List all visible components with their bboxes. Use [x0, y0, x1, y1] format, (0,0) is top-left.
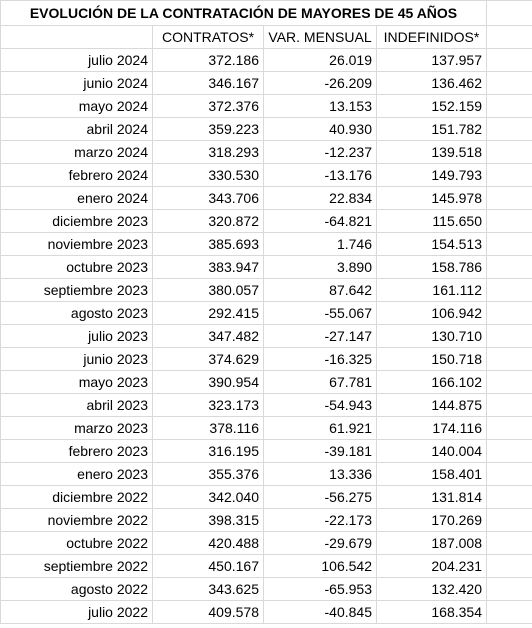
- cell-var-mensual[interactable]: -64.821: [264, 210, 377, 233]
- cell-indefinidos[interactable]: 158.401: [377, 463, 487, 486]
- cell-period[interactable]: marzo 2023: [1, 417, 153, 440]
- empty-cell[interactable]: [487, 486, 532, 509]
- cell-var-mensual[interactable]: -54.943: [264, 394, 377, 417]
- cell-var-mensual[interactable]: -13.176: [264, 164, 377, 187]
- empty-cell[interactable]: [487, 95, 532, 118]
- table-row: [1, 532, 532, 555]
- table-row: [1, 118, 532, 141]
- cell-var-mensual[interactable]: -29.679: [264, 532, 377, 555]
- empty-cell[interactable]: [487, 440, 532, 463]
- cell-period[interactable]: mayo 2023: [1, 371, 153, 394]
- empty-cell[interactable]: [487, 417, 532, 440]
- cell-contratos[interactable]: 374.629: [153, 348, 264, 371]
- table-row: [1, 49, 532, 72]
- cell-indefinidos[interactable]: 139.518: [377, 141, 487, 164]
- cell-period[interactable]: agosto 2023: [1, 302, 153, 325]
- cell-period[interactable]: abril 2024: [1, 118, 153, 141]
- cell-period[interactable]: mayo 2024: [1, 95, 153, 118]
- cell-contratos[interactable]: 320.872: [153, 210, 264, 233]
- cell-indefinidos[interactable]: 136.462: [377, 72, 487, 95]
- empty-cell[interactable]: [487, 49, 532, 72]
- cell-contratos[interactable]: 450.167: [153, 555, 264, 578]
- cell-var-mensual[interactable]: 61.921: [264, 417, 377, 440]
- table-row: [1, 233, 532, 256]
- empty-cell[interactable]: [487, 348, 532, 371]
- cell-contratos[interactable]: 385.693: [153, 233, 264, 256]
- empty-cell[interactable]: [487, 509, 532, 532]
- cell-contratos[interactable]: 347.482: [153, 325, 264, 348]
- cell-var-mensual[interactable]: 1.746: [264, 233, 377, 256]
- cell-period[interactable]: septiembre 2023: [1, 279, 153, 302]
- table-row: [1, 601, 532, 624]
- cell-indefinidos[interactable]: 150.718: [377, 348, 487, 371]
- cell-period[interactable]: septiembre 2022: [1, 555, 153, 578]
- cell-contratos[interactable]: 372.186: [153, 49, 264, 72]
- empty-cell[interactable]: [487, 394, 532, 417]
- empty-cell[interactable]: [487, 601, 532, 624]
- empty-cell[interactable]: [487, 279, 532, 302]
- empty-cell[interactable]: [487, 233, 532, 256]
- empty-cell[interactable]: [487, 371, 532, 394]
- cell-contratos[interactable]: 343.625: [153, 578, 264, 601]
- cell-var-mensual[interactable]: -65.953: [264, 578, 377, 601]
- header-cell-empty[interactable]: [1, 26, 153, 49]
- cell-period[interactable]: agosto 2022: [1, 578, 153, 601]
- title-row: [1, 1, 532, 26]
- cell-contratos[interactable]: 380.057: [153, 279, 264, 302]
- cell-period[interactable]: julio 2022: [1, 601, 153, 624]
- table-row: [1, 164, 532, 187]
- cell-var-mensual[interactable]: 3.890: [264, 256, 377, 279]
- cell-period[interactable]: febrero 2024: [1, 164, 153, 187]
- cell-indefinidos[interactable]: 132.420: [377, 578, 487, 601]
- table-row: [1, 302, 532, 325]
- cell-contratos[interactable]: 355.376: [153, 463, 264, 486]
- cell-contratos[interactable]: 409.578: [153, 601, 264, 624]
- table-row: [1, 578, 532, 601]
- table-row: [1, 417, 532, 440]
- table-row: [1, 348, 532, 371]
- cell-var-mensual[interactable]: -56.275: [264, 486, 377, 509]
- cell-indefinidos[interactable]: 174.116: [377, 417, 487, 440]
- table-row: [1, 371, 532, 394]
- header-contratos[interactable]: CONTRATOS*: [153, 26, 264, 49]
- cell-period[interactable]: junio 2024: [1, 72, 153, 95]
- empty-cell[interactable]: [487, 210, 532, 233]
- header-row: [1, 26, 532, 49]
- cell-period[interactable]: febrero 2023: [1, 440, 153, 463]
- empty-cell[interactable]: [487, 256, 532, 279]
- cell-indefinidos[interactable]: 168.354: [377, 601, 487, 624]
- cell-var-mensual[interactable]: 106.542: [264, 555, 377, 578]
- cell-contratos[interactable]: 316.195: [153, 440, 264, 463]
- cell-contratos[interactable]: 359.223: [153, 118, 264, 141]
- cell-period[interactable]: julio 2024: [1, 49, 153, 72]
- table-row: [1, 325, 532, 348]
- empty-cell[interactable]: [487, 532, 532, 555]
- cell-period[interactable]: diciembre 2022: [1, 486, 153, 509]
- empty-cell[interactable]: [487, 463, 532, 486]
- cell-indefinidos[interactable]: 145.978: [377, 187, 487, 210]
- cell-indefinidos[interactable]: 131.814: [377, 486, 487, 509]
- table-row: [1, 141, 532, 164]
- cell-var-mensual[interactable]: 26.019: [264, 49, 377, 72]
- empty-cell[interactable]: [487, 578, 532, 601]
- cell-period[interactable]: julio 2023: [1, 325, 153, 348]
- cell-contratos[interactable]: 378.116: [153, 417, 264, 440]
- cell-contratos[interactable]: 318.293: [153, 141, 264, 164]
- cell-contratos[interactable]: 342.040: [153, 486, 264, 509]
- cell-indefinidos[interactable]: 130.710: [377, 325, 487, 348]
- cell-indefinidos[interactable]: 152.159: [377, 95, 487, 118]
- empty-cell[interactable]: [487, 187, 532, 210]
- table-row: [1, 509, 532, 532]
- table-row: [1, 187, 532, 210]
- table-row: [1, 95, 532, 118]
- cell-var-mensual[interactable]: -22.173: [264, 509, 377, 532]
- cell-contratos[interactable]: 420.488: [153, 532, 264, 555]
- sheet-title[interactable]: EVOLUCIÓN DE LA CONTRATACIÓN DE MAYORES DE 45 AÑOS: [1, 1, 487, 26]
- cell-indefinidos[interactable]: 170.269: [377, 509, 487, 532]
- cell-var-mensual[interactable]: 22.834: [264, 187, 377, 210]
- cell-indefinidos[interactable]: 140.004: [377, 440, 487, 463]
- cell-period[interactable]: marzo 2024: [1, 141, 153, 164]
- cell-contratos[interactable]: 346.167: [153, 72, 264, 95]
- table-row: [1, 486, 532, 509]
- cell-indefinidos[interactable]: 204.231: [377, 555, 487, 578]
- cell-contratos[interactable]: 343.706: [153, 187, 264, 210]
- empty-cell[interactable]: [487, 1, 532, 26]
- table-row: [1, 555, 532, 578]
- cell-indefinidos[interactable]: 187.008: [377, 532, 487, 555]
- cell-period[interactable]: enero 2023: [1, 463, 153, 486]
- table-row: [1, 279, 532, 302]
- empty-cell[interactable]: [487, 72, 532, 95]
- cell-indefinidos[interactable]: 161.112: [377, 279, 487, 302]
- header-var-mensual[interactable]: VAR. MENSUAL: [264, 26, 377, 49]
- cell-contratos[interactable]: 398.315: [153, 509, 264, 532]
- cell-indefinidos[interactable]: 144.875: [377, 394, 487, 417]
- cell-var-mensual[interactable]: 67.781: [264, 371, 377, 394]
- cell-var-mensual[interactable]: 40.930: [264, 118, 377, 141]
- cell-contratos[interactable]: 323.173: [153, 394, 264, 417]
- cell-period[interactable]: abril 2023: [1, 394, 153, 417]
- cell-period[interactable]: enero 2024: [1, 187, 153, 210]
- cell-contratos[interactable]: 292.415: [153, 302, 264, 325]
- cell-var-mensual[interactable]: -26.209: [264, 72, 377, 95]
- cell-indefinidos[interactable]: 151.782: [377, 118, 487, 141]
- cell-var-mensual[interactable]: 13.336: [264, 463, 377, 486]
- empty-cell[interactable]: [487, 141, 532, 164]
- empty-cell[interactable]: [487, 302, 532, 325]
- cell-period[interactable]: diciembre 2023: [1, 210, 153, 233]
- cell-indefinidos[interactable]: 166.102: [377, 371, 487, 394]
- empty-cell[interactable]: [487, 26, 532, 49]
- table-row: [1, 210, 532, 233]
- cell-contratos[interactable]: 390.954: [153, 371, 264, 394]
- cell-indefinidos[interactable]: 106.942: [377, 302, 487, 325]
- cell-period[interactable]: octubre 2022: [1, 532, 153, 555]
- cell-indefinidos[interactable]: 115.650: [377, 210, 487, 233]
- table-row: [1, 394, 532, 417]
- table-row: [1, 463, 532, 486]
- cell-var-mensual[interactable]: 87.642: [264, 279, 377, 302]
- table-row: [1, 256, 532, 279]
- cell-contratos[interactable]: 330.530: [153, 164, 264, 187]
- cell-indefinidos[interactable]: 137.957: [377, 49, 487, 72]
- cell-indefinidos[interactable]: 149.793: [377, 164, 487, 187]
- cell-var-mensual[interactable]: -40.845: [264, 601, 377, 624]
- empty-cell[interactable]: [487, 118, 532, 141]
- cell-contratos[interactable]: 372.376: [153, 95, 264, 118]
- empty-cell[interactable]: [487, 164, 532, 187]
- cell-indefinidos[interactable]: 154.513: [377, 233, 487, 256]
- table-row: [1, 440, 532, 463]
- cell-indefinidos[interactable]: 158.786: [377, 256, 487, 279]
- cell-var-mensual[interactable]: -12.237: [264, 141, 377, 164]
- cell-var-mensual[interactable]: -16.325: [264, 348, 377, 371]
- empty-cell[interactable]: [487, 325, 532, 348]
- table-row: [1, 72, 532, 95]
- header-indefinidos[interactable]: INDEFINIDOS*: [377, 26, 487, 49]
- empty-cell[interactable]: [487, 555, 532, 578]
- cell-var-mensual[interactable]: -27.147: [264, 325, 377, 348]
- cell-period[interactable]: noviembre 2023: [1, 233, 153, 256]
- cell-var-mensual[interactable]: 13.153: [264, 95, 377, 118]
- cell-period[interactable]: octubre 2023: [1, 256, 153, 279]
- cell-contratos[interactable]: 383.947: [153, 256, 264, 279]
- cell-var-mensual[interactable]: -55.067: [264, 302, 377, 325]
- cell-period[interactable]: noviembre 2022: [1, 509, 153, 532]
- cell-period[interactable]: junio 2023: [1, 348, 153, 371]
- cell-var-mensual[interactable]: -39.181: [264, 440, 377, 463]
